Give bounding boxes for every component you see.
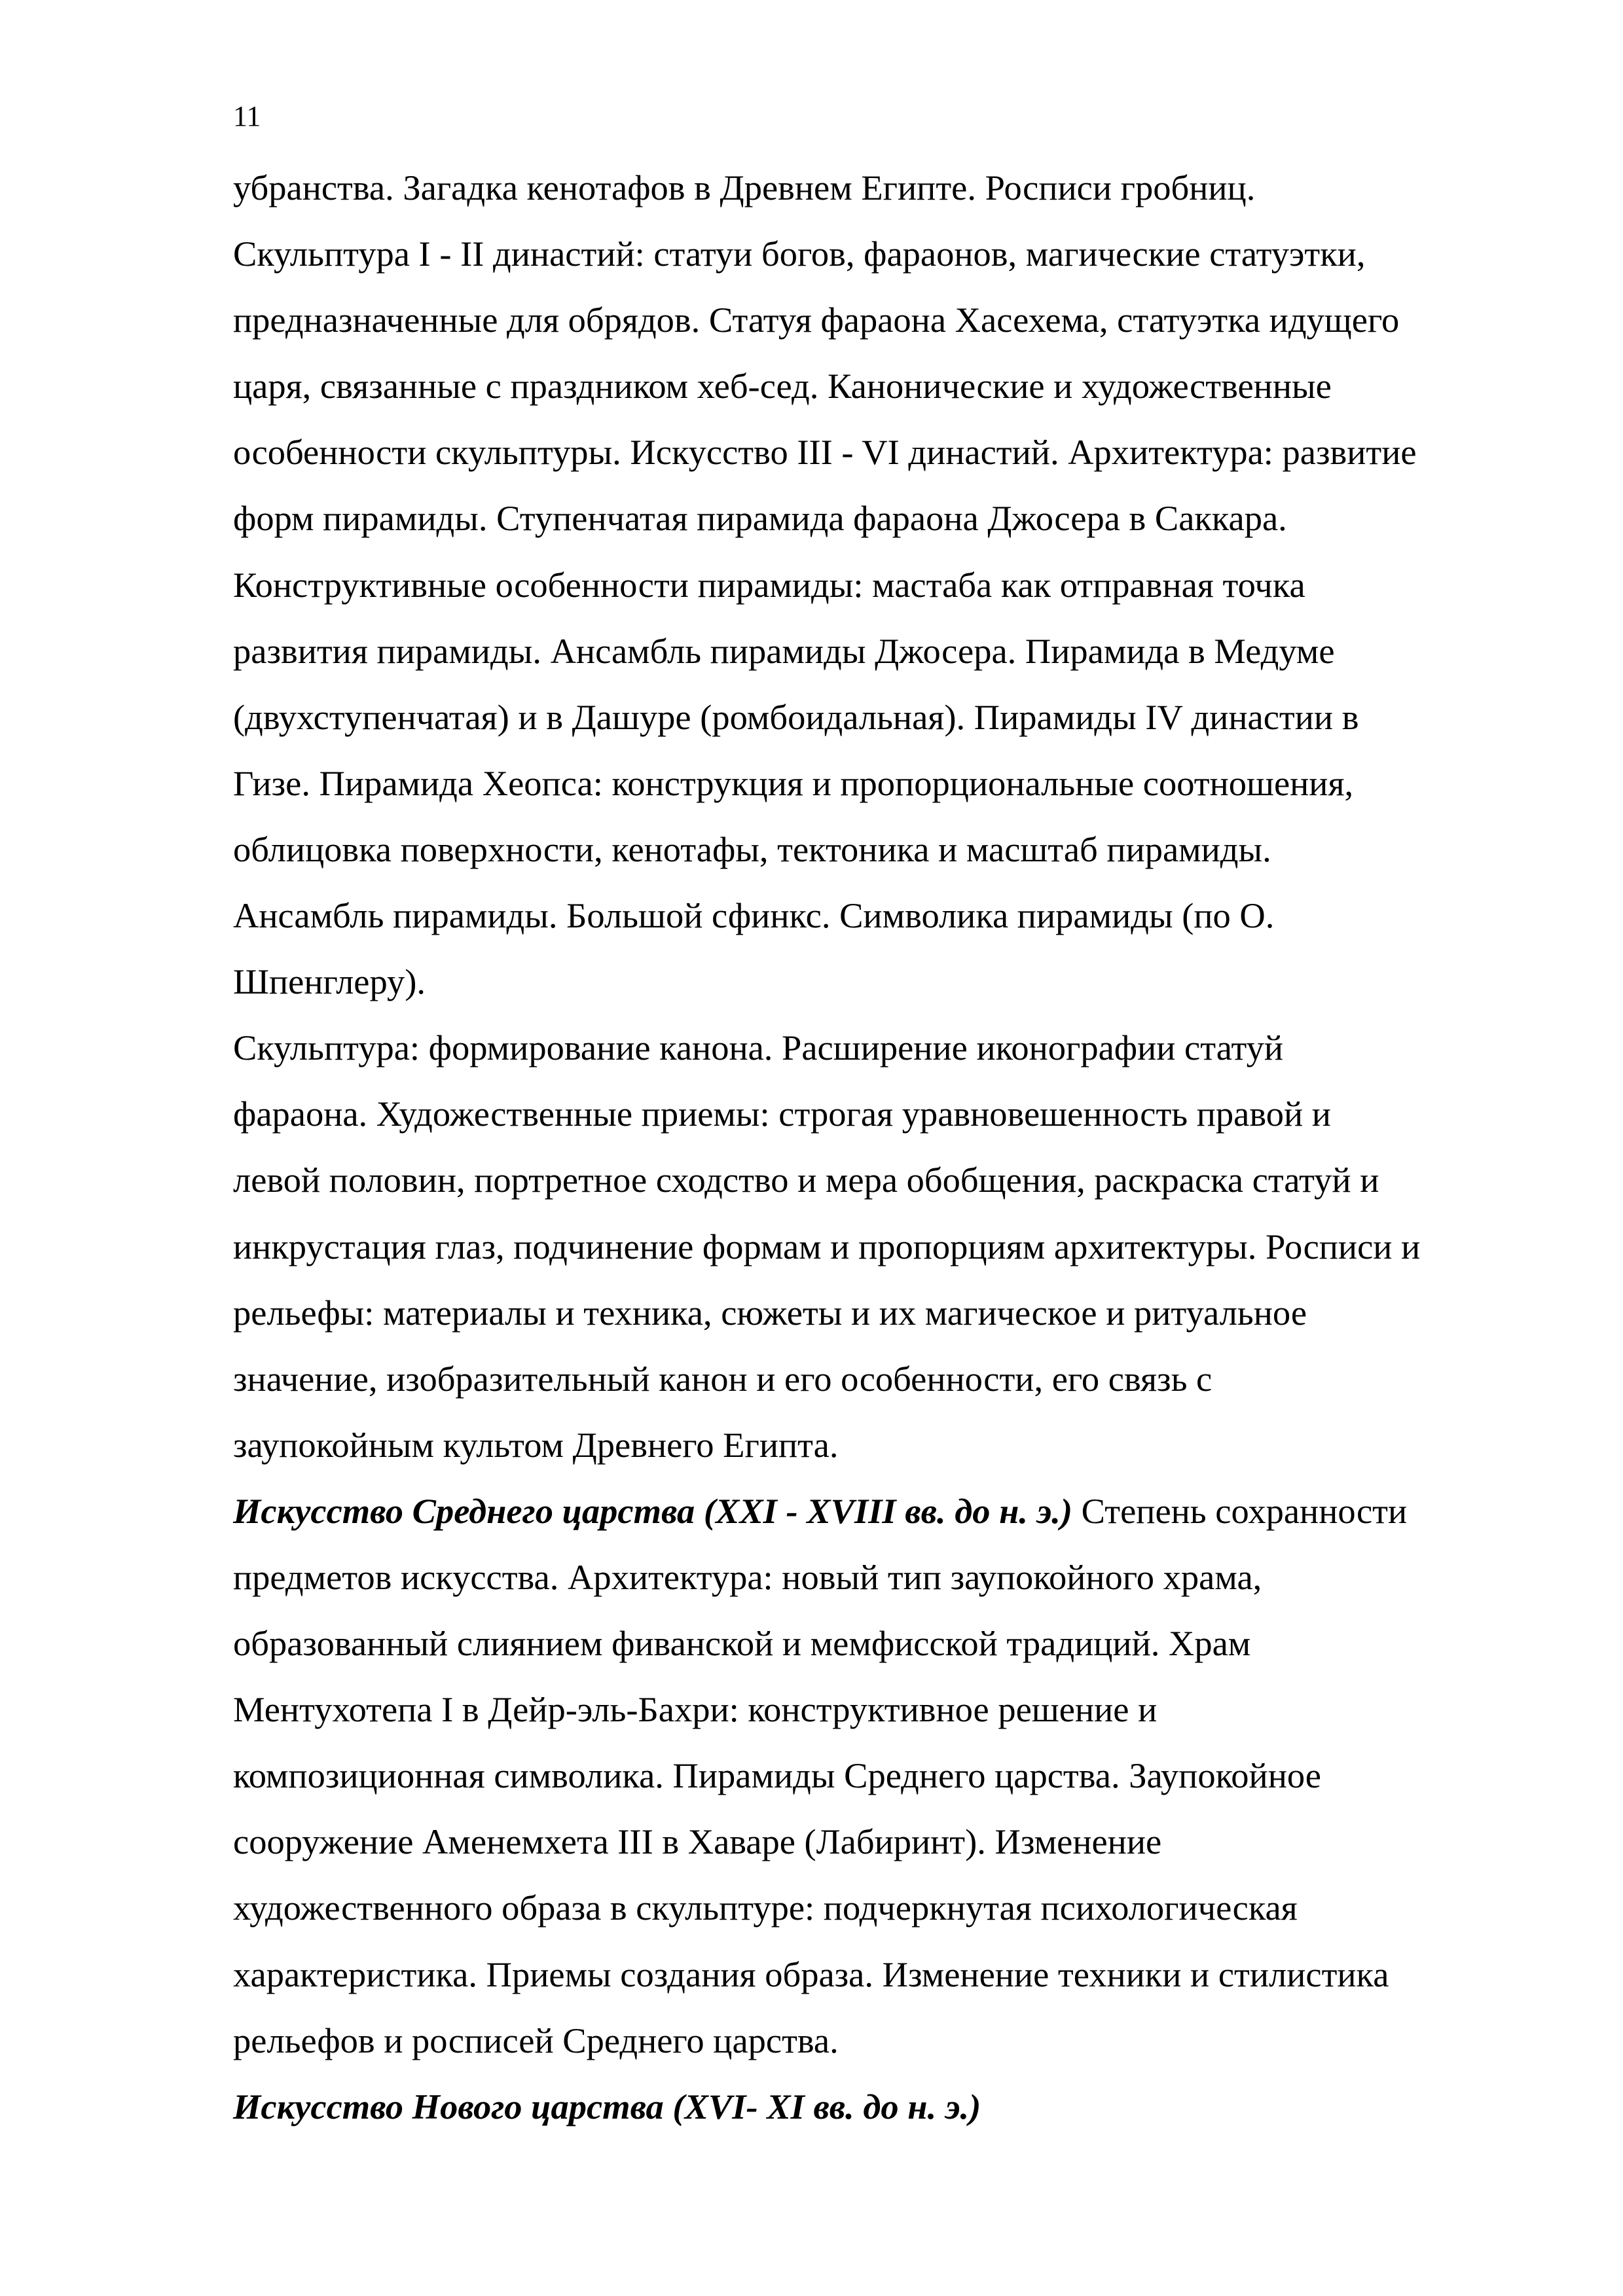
line-text: Ментухотепа I в Дейр-эль-Бахри: конструктивное решение и	[233, 1689, 1158, 1730]
line-text: Степень сохранности	[1072, 1490, 1408, 1531]
text-line	[233, 419, 1549, 485]
section-heading-line	[233, 2073, 1549, 2140]
text-line	[233, 1213, 1549, 1280]
line-text: левой половин, портретное сходство и мера обобщения, раскраска статуй и	[233, 1160, 1379, 1200]
text-line	[233, 1808, 1549, 1874]
line-text: предназначенные для обрядов. Статуя фараона Хасехема, статуэтка идущего	[233, 300, 1400, 340]
text-line	[233, 1412, 1549, 1478]
text-line	[233, 1941, 1549, 2007]
line-text: композиционная символика. Пирамиды Среднего царства. Заупокойное	[233, 1755, 1321, 1796]
line-text: инкрустация глаз, подчинение формам и пропорциям архитектуры. Росписи и	[233, 1226, 1421, 1266]
line-text: сооружение Аменемхета III в Хаваре (Лабиринт). Изменение	[233, 1821, 1162, 1862]
text-line	[233, 1346, 1549, 1412]
line-text: Скульптура I - II династий: статуи богов, фараонов, магические статуэтки,	[233, 234, 1366, 274]
text-line	[233, 1081, 1549, 1147]
text-line	[233, 750, 1549, 816]
text-line	[233, 1280, 1549, 1346]
text-line	[233, 1742, 1549, 1808]
text-line	[233, 948, 1549, 1014]
line-text: предметов искусства. Архитектура: новый тип заупокойного храма,	[233, 1556, 1262, 1597]
line-text: Ансамбль пирамиды. Большой сфинкс. Символика пирамиды (по О.	[233, 895, 1275, 936]
line-text: убранства. Загадка кенотафов в Древнем Египте. Росписи гробниц.	[233, 168, 1256, 207]
text-line	[233, 1147, 1549, 1213]
text-line	[233, 1610, 1549, 1676]
text-line	[233, 154, 1549, 221]
text-line	[233, 882, 1549, 948]
text-line	[233, 1676, 1549, 1742]
section-heading-line	[233, 1478, 1549, 1544]
line-text: характеристика. Приемы создания образа. Изменение техники и стилистика	[233, 1954, 1389, 1994]
line-text: значение, изобразительный канон и его особенности, его связь с	[233, 1358, 1213, 1399]
text-line	[233, 552, 1549, 618]
line-text: рельефы: материалы и техника, сюжеты и их магическое и ритуальное	[233, 1292, 1307, 1333]
line-text: Шпенглеру).	[233, 961, 426, 1002]
text-line	[233, 816, 1549, 882]
text-line	[233, 1544, 1549, 1610]
line-text: Конструктивные особенности пирамиды: мастаба как отправная точка	[233, 564, 1305, 605]
line-text: облицовка поверхности, кенотафы, тектоника и масштаб пирамиды.	[233, 829, 1271, 869]
section-heading: Искусство Среднего царства (XXI - XVIII вв. до н. э.)	[233, 1490, 1073, 1531]
line-text: Гизе. Пирамида Хеопса: конструкция и пропорциональные соотношения,	[233, 762, 1354, 803]
line-text: образованный слиянием фиванской и мемфисской традиций. Храм	[233, 1623, 1251, 1664]
page-number: 11	[233, 100, 261, 132]
text-line	[233, 287, 1549, 353]
line-text: Скульптура: формирование канона. Расширение иконографии статуй	[233, 1028, 1284, 1068]
text-line	[233, 684, 1549, 750]
section-heading: Искусство Нового царства (XVI- XI вв. до н. э.)	[233, 2086, 981, 2126]
line-text: особенности скульптуры. Искусство III - VI династий. Архитектура: развитие	[233, 432, 1417, 473]
text-line	[233, 1014, 1549, 1081]
line-text: заупокойным культом Древнего Египта.	[233, 1424, 839, 1465]
text-line	[233, 221, 1549, 287]
line-text: форм пирамиды. Ступенчатая пирамида фараона Джосера в Саккара.	[233, 498, 1287, 539]
text-line	[233, 2007, 1549, 2073]
line-text: развития пирамиды. Ансамбль пирамиды Джосера. Пирамида в Медуме	[233, 630, 1335, 671]
text-line	[233, 353, 1549, 419]
body-text	[233, 154, 1549, 2140]
line-text: (двухступенчатая) и в Дашуре (ромбоидальная). Пирамиды IV династии в	[233, 696, 1359, 737]
line-text: рельефов и росписей Среднего царства.	[233, 2020, 839, 2060]
text-line	[233, 1874, 1549, 1941]
line-text: фараона. Художественные приемы: строгая уравновешенность правой и	[233, 1094, 1331, 1134]
text-line	[233, 618, 1549, 684]
text-line	[233, 485, 1549, 551]
line-text: художественного образа в скульптуре: подчеркнутая психологическая	[233, 1888, 1298, 1928]
line-text: царя, связанные с праздником хеб-сед. Канонические и художественные	[233, 366, 1332, 406]
